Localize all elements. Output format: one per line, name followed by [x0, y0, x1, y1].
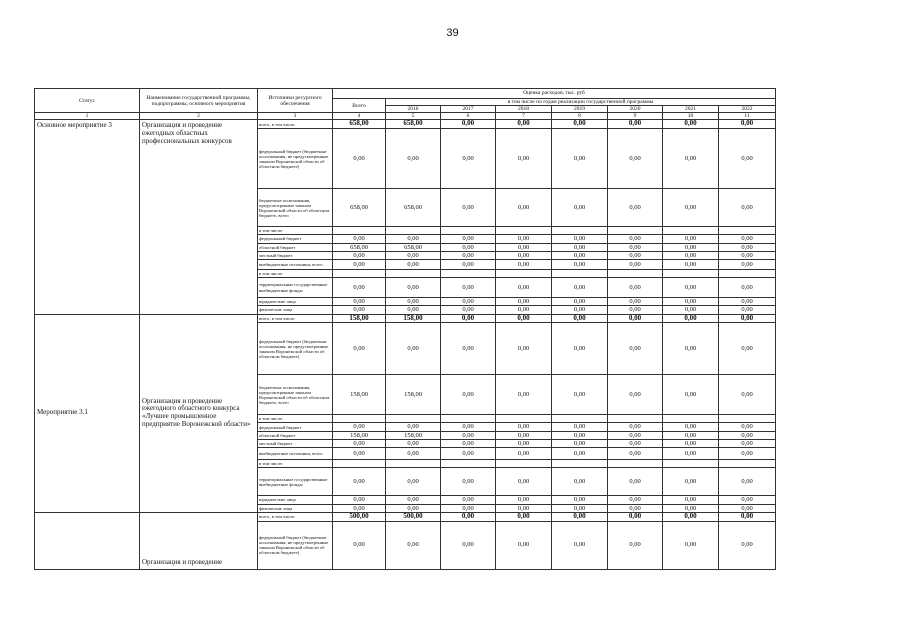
value-cell: 0,00	[552, 323, 608, 375]
value-cell: 0,00	[386, 306, 441, 314]
value-cell	[333, 227, 386, 235]
value-cell: 0,00	[496, 251, 552, 259]
value-cell: 658,00	[386, 243, 441, 251]
header-estimate: Оценка расходов, тыс. руб	[333, 89, 776, 99]
value-cell	[663, 415, 719, 423]
value-cell: 658,00	[333, 120, 386, 129]
value-cell: 0,00	[496, 323, 552, 375]
value-cell: 0,00	[441, 448, 496, 460]
value-cell: 0,00	[441, 423, 496, 431]
value-cell: 0,00	[386, 260, 441, 270]
value-cell: 0,00	[333, 468, 386, 496]
value-cell: 0,00	[608, 504, 663, 512]
value-cell: 0,00	[496, 120, 552, 129]
value-cell	[386, 227, 441, 235]
value-cell: 0,00	[663, 260, 719, 270]
col-number: 8	[552, 113, 608, 120]
value-cell: 0,00	[608, 298, 663, 306]
value-cell: 0,00	[333, 278, 386, 298]
value-cell: 0,00	[663, 521, 719, 569]
value-cell: 0,00	[608, 468, 663, 496]
value-cell: 0,00	[333, 496, 386, 504]
value-cell: 0,00	[663, 189, 719, 227]
value-cell: 0,00	[496, 448, 552, 460]
value-cell: 0,00	[608, 120, 663, 129]
value-cell: 0,00	[496, 235, 552, 243]
value-cell: 0,00	[552, 375, 608, 415]
value-cell	[552, 227, 608, 235]
header-source: Источники ресурсного обеспечения	[258, 89, 333, 113]
value-cell: 0,00	[552, 235, 608, 243]
value-cell: 0,00	[719, 243, 776, 251]
value-cell: 0,00	[663, 235, 719, 243]
value-cell: 0,00	[719, 235, 776, 243]
value-cell	[663, 227, 719, 235]
value-cell: 0,00	[608, 439, 663, 447]
value-cell: 0,00	[441, 306, 496, 314]
value-cell: 0,00	[608, 521, 663, 569]
value-cell: 0,00	[608, 260, 663, 270]
value-cell: 0,00	[386, 496, 441, 504]
col-number: 9	[608, 113, 663, 120]
value-cell: 0,00	[663, 314, 719, 323]
value-cell: 0,00	[663, 129, 719, 189]
value-cell: 0,00	[496, 431, 552, 439]
value-cell: 0,00	[552, 512, 608, 521]
source-cell: местный бюджет	[258, 251, 333, 259]
year-cell: 2019	[552, 106, 608, 113]
value-cell: 158,00	[333, 431, 386, 439]
value-cell: 0,00	[496, 189, 552, 227]
source-cell: областной бюджет	[258, 243, 333, 251]
value-cell: 0,00	[663, 423, 719, 431]
value-cell: 0,00	[386, 521, 441, 569]
source-cell: федеральный бюджет	[258, 423, 333, 431]
value-cell: 0,00	[386, 504, 441, 512]
value-cell	[386, 270, 441, 278]
value-cell: 0,00	[333, 423, 386, 431]
value-cell: 0,00	[552, 189, 608, 227]
value-cell	[552, 415, 608, 423]
value-cell: 0,00	[441, 243, 496, 251]
value-cell: 0,00	[719, 260, 776, 270]
value-cell: 0,00	[608, 129, 663, 189]
year-cell: 2018	[496, 106, 552, 113]
value-cell: 0,00	[496, 423, 552, 431]
value-cell: 0,00	[719, 448, 776, 460]
value-cell: 0,00	[496, 306, 552, 314]
value-cell: 500,00	[386, 512, 441, 521]
value-cell: 0,00	[663, 298, 719, 306]
col-number: 10	[663, 113, 719, 120]
year-cell: 2017	[441, 106, 496, 113]
value-cell	[719, 270, 776, 278]
value-cell: 0,00	[608, 314, 663, 323]
col-number: 5	[386, 113, 441, 120]
value-cell	[496, 460, 552, 468]
value-cell	[663, 460, 719, 468]
header-program-name: Наименование государственной программы, подпрограммы, основного мероприятия	[140, 89, 258, 113]
page-number: 39	[446, 27, 459, 39]
value-cell: 0,00	[552, 448, 608, 460]
value-cell: 0,00	[719, 439, 776, 447]
value-cell: 0,00	[386, 448, 441, 460]
value-cell: 0,00	[441, 298, 496, 306]
value-cell: 0,00	[552, 439, 608, 447]
value-cell: 0,00	[386, 323, 441, 375]
value-cell: 0,00	[441, 251, 496, 259]
value-cell: 0,00	[552, 251, 608, 259]
value-cell: 0,00	[441, 375, 496, 415]
value-cell: 0,00	[496, 260, 552, 270]
value-cell: 0,00	[552, 504, 608, 512]
value-cell	[608, 415, 663, 423]
col-number: 1	[35, 113, 140, 120]
source-cell: юридические лица	[258, 496, 333, 504]
value-cell: 0,00	[719, 504, 776, 512]
col-number: 3	[258, 113, 333, 120]
program-name-cell: Организация и проведение ежегодных областных профессиональных конкурсов	[140, 120, 258, 314]
value-cell: 0,00	[441, 323, 496, 375]
col-number: 4	[333, 113, 386, 120]
value-cell: 0,00	[333, 298, 386, 306]
col-number: 7	[496, 113, 552, 120]
value-cell: 0,00	[663, 468, 719, 496]
source-cell: в том числе:	[258, 227, 333, 235]
value-cell: 0,00	[608, 189, 663, 227]
value-cell: 0,00	[608, 251, 663, 259]
value-cell	[719, 415, 776, 423]
value-cell: 0,00	[608, 235, 663, 243]
value-cell: 0,00	[719, 512, 776, 521]
source-cell: бюджетные ассигнования, предусмотренные законом Воронежской области об областном бюджете, всего	[258, 189, 333, 227]
value-cell: 0,00	[608, 243, 663, 251]
value-cell: 0,00	[496, 468, 552, 496]
year-cell: 2022	[719, 106, 776, 113]
value-cell: 0,00	[496, 278, 552, 298]
value-cell: 0,00	[552, 431, 608, 439]
value-cell: 0,00	[719, 468, 776, 496]
value-cell	[441, 270, 496, 278]
source-cell: всего, в том числе:	[258, 120, 333, 129]
value-cell: 0,00	[496, 512, 552, 521]
value-cell: 0,00	[441, 431, 496, 439]
value-cell	[441, 415, 496, 423]
source-cell: внебюджетные источники, всего	[258, 260, 333, 270]
source-cell: всего, в том числе:	[258, 314, 333, 323]
value-cell: 0,00	[663, 278, 719, 298]
value-cell: 0,00	[719, 278, 776, 298]
value-cell: 0,00	[552, 306, 608, 314]
value-cell: 0,00	[333, 251, 386, 259]
status-cell: Мероприятие 3.1	[35, 314, 140, 512]
table-row	[35, 314, 776, 323]
value-cell: 0,00	[552, 243, 608, 251]
value-cell: 0,00	[663, 120, 719, 129]
header-total: Всего	[333, 99, 386, 113]
header-by-years: в том числе по годам реализации государственной программы	[386, 99, 776, 106]
value-cell: 0,00	[552, 521, 608, 569]
value-cell: 0,00	[333, 323, 386, 375]
source-cell: внебюджетные источники, всего	[258, 448, 333, 460]
value-cell: 0,00	[496, 439, 552, 447]
value-cell: 0,00	[386, 251, 441, 259]
value-cell: 658,00	[333, 189, 386, 227]
value-cell: 0,00	[496, 504, 552, 512]
value-cell: 0,00	[663, 439, 719, 447]
value-cell	[333, 270, 386, 278]
value-cell	[608, 270, 663, 278]
value-cell: 0,00	[496, 298, 552, 306]
status-cell	[35, 512, 140, 569]
value-cell: 0,00	[663, 323, 719, 375]
value-cell: 0,00	[552, 298, 608, 306]
value-cell: 0,00	[663, 448, 719, 460]
value-cell: 0,00	[496, 496, 552, 504]
value-cell: 500,00	[333, 512, 386, 521]
value-cell: 0,00	[719, 251, 776, 259]
value-cell: 0,00	[386, 423, 441, 431]
value-cell: 0,00	[663, 251, 719, 259]
source-cell: всего, в том числе:	[258, 512, 333, 521]
value-cell: 0,00	[386, 468, 441, 496]
value-cell: 0,00	[441, 496, 496, 504]
budget-table	[34, 88, 776, 570]
value-cell: 0,00	[333, 235, 386, 243]
value-cell	[386, 415, 441, 423]
source-cell: физические лица	[258, 504, 333, 512]
value-cell	[719, 460, 776, 468]
value-cell: 658,00	[386, 120, 441, 129]
value-cell: 158,00	[386, 431, 441, 439]
value-cell: 0,00	[608, 375, 663, 415]
source-cell: в том числе:	[258, 270, 333, 278]
value-cell: 0,00	[608, 278, 663, 298]
value-cell: 0,00	[719, 189, 776, 227]
col-number: 11	[719, 113, 776, 120]
year-cell: 2016	[386, 106, 441, 113]
year-cell: 2020	[608, 106, 663, 113]
value-cell: 0,00	[608, 431, 663, 439]
header-status: Статус	[35, 89, 140, 113]
value-cell: 0,00	[663, 496, 719, 504]
value-cell: 0,00	[386, 235, 441, 243]
value-cell: 0,00	[496, 521, 552, 569]
value-cell: 0,00	[608, 323, 663, 375]
value-cell	[333, 460, 386, 468]
value-cell: 0,00	[719, 423, 776, 431]
value-cell	[552, 270, 608, 278]
value-cell	[552, 460, 608, 468]
value-cell	[608, 227, 663, 235]
value-cell: 0,00	[441, 120, 496, 129]
value-cell: 0,00	[552, 120, 608, 129]
source-cell: федеральный бюджет	[258, 235, 333, 243]
value-cell: 0,00	[552, 129, 608, 189]
value-cell: 0,00	[496, 314, 552, 323]
value-cell	[496, 270, 552, 278]
source-cell: в том числе:	[258, 460, 333, 468]
value-cell: 158,00	[386, 375, 441, 415]
year-cell: 2021	[663, 106, 719, 113]
source-cell: территориальные государственные внебюджетные фонды	[258, 468, 333, 496]
value-cell: 658,00	[333, 243, 386, 251]
source-cell: юридические лица	[258, 298, 333, 306]
source-cell: областной бюджет	[258, 431, 333, 439]
value-cell: 0,00	[333, 521, 386, 569]
value-cell: 0,00	[386, 278, 441, 298]
source-cell: физические лица	[258, 306, 333, 314]
value-cell	[441, 227, 496, 235]
value-cell: 0,00	[663, 375, 719, 415]
value-cell: 658,00	[386, 189, 441, 227]
value-cell	[496, 227, 552, 235]
value-cell: 0,00	[441, 129, 496, 189]
value-cell	[608, 460, 663, 468]
value-cell: 0,00	[663, 512, 719, 521]
value-cell: 0,00	[333, 260, 386, 270]
value-cell: 0,00	[333, 129, 386, 189]
source-cell: федеральный бюджет (бюджетные ассигнования, не предусмотренные законом Воронежской области об областном бюджете)	[258, 521, 333, 569]
value-cell: 0,00	[552, 314, 608, 323]
value-cell: 0,00	[719, 314, 776, 323]
value-cell: 0,00	[441, 512, 496, 521]
source-cell: бюджетные ассигнования, предусмотренные законом Воронежской области об областном бюджете, всего	[258, 375, 333, 415]
value-cell: 0,00	[719, 306, 776, 314]
value-cell: 0,00	[496, 129, 552, 189]
value-cell: 0,00	[608, 423, 663, 431]
col-number: 6	[441, 113, 496, 120]
value-cell	[663, 270, 719, 278]
value-cell: 0,00	[719, 496, 776, 504]
value-cell	[333, 415, 386, 423]
value-cell: 0,00	[552, 260, 608, 270]
value-cell: 0,00	[441, 468, 496, 496]
value-cell: 0,00	[441, 278, 496, 298]
value-cell: 0,00	[441, 504, 496, 512]
value-cell: 0,00	[333, 448, 386, 460]
source-cell: местный бюджет	[258, 439, 333, 447]
status-cell: Основное мероприятие 3	[35, 120, 140, 314]
value-cell: 0,00	[333, 439, 386, 447]
value-cell: 0,00	[552, 468, 608, 496]
value-cell	[719, 227, 776, 235]
value-cell: 0,00	[719, 375, 776, 415]
value-cell: 0,00	[441, 521, 496, 569]
value-cell: 0,00	[552, 278, 608, 298]
value-cell: 158,00	[386, 314, 441, 323]
value-cell: 0,00	[719, 323, 776, 375]
value-cell: 0,00	[719, 129, 776, 189]
table-row	[35, 120, 776, 129]
header-row	[35, 89, 776, 99]
value-cell: 0,00	[441, 260, 496, 270]
value-cell: 0,00	[496, 375, 552, 415]
value-cell: 158,00	[333, 375, 386, 415]
value-cell: 0,00	[441, 189, 496, 227]
source-cell: федеральный бюджет (бюджетные ассигнования, не предусмотренные законом Воронежской области об областном бюджете)	[258, 323, 333, 375]
value-cell: 0,00	[441, 235, 496, 243]
program-name-cell: Организация и проведение ежегодного областного конкурса «Лучшее промышленное предприятие Воронежской области»	[140, 314, 258, 512]
source-cell: в том числе:	[258, 415, 333, 423]
value-cell: 0,00	[663, 306, 719, 314]
value-cell: 0,00	[441, 314, 496, 323]
value-cell: 0,00	[608, 512, 663, 521]
value-cell: 0,00	[719, 298, 776, 306]
value-cell: 0,00	[608, 496, 663, 504]
value-cell: 0,00	[663, 504, 719, 512]
value-cell: 0,00	[608, 306, 663, 314]
table-row	[35, 512, 776, 521]
value-cell: 0,00	[496, 243, 552, 251]
value-cell: 0,00	[663, 243, 719, 251]
value-cell: 0,00	[663, 431, 719, 439]
value-cell: 0,00	[719, 521, 776, 569]
value-cell	[386, 460, 441, 468]
value-cell	[441, 460, 496, 468]
col-number: 2	[140, 113, 258, 120]
value-cell: 158,00	[333, 314, 386, 323]
value-cell: 0,00	[333, 504, 386, 512]
value-cell: 0,00	[608, 448, 663, 460]
value-cell: 0,00	[441, 439, 496, 447]
value-cell: 0,00	[552, 496, 608, 504]
program-name-cell: Организация и проведение	[140, 512, 258, 569]
value-cell: 0,00	[719, 431, 776, 439]
value-cell	[496, 415, 552, 423]
value-cell: 0,00	[386, 439, 441, 447]
value-cell: 0,00	[552, 423, 608, 431]
column-numbers-row	[35, 113, 776, 120]
value-cell: 0,00	[719, 120, 776, 129]
source-cell: территориальные государственные внебюджетные фонды	[258, 278, 333, 298]
value-cell: 0,00	[386, 298, 441, 306]
value-cell: 0,00	[386, 129, 441, 189]
value-cell: 0,00	[333, 306, 386, 314]
source-cell: федеральный бюджет (бюджетные ассигнования, не предусмотренные законом Воронежской области об областном бюджете)	[258, 129, 333, 189]
